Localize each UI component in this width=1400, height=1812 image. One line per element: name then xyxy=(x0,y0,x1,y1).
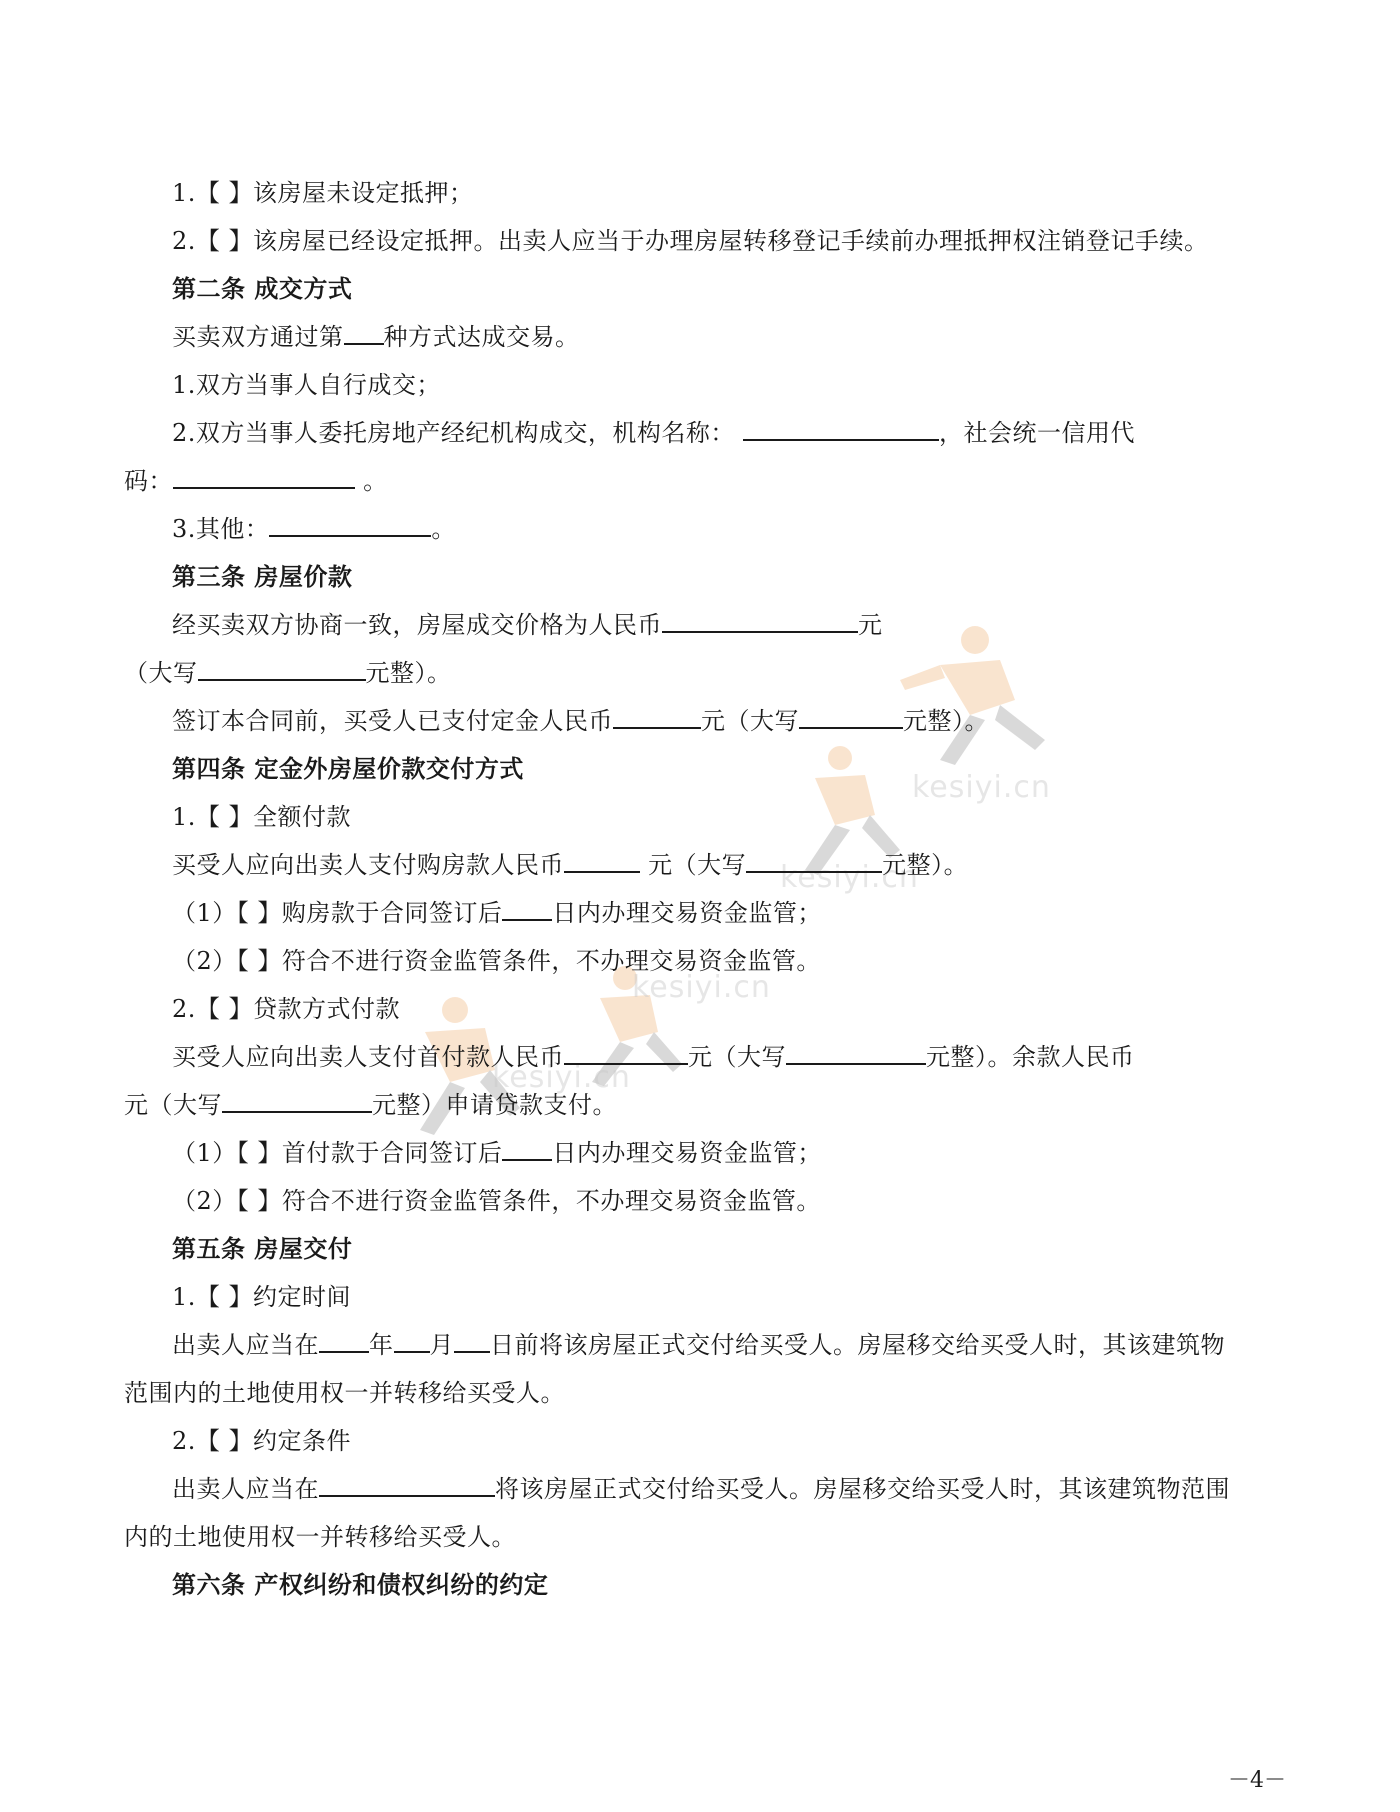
clause-line: （1）【 】购房款于合同签订后 日内办理交易资金监管； xyxy=(172,899,822,927)
blank-field[interactable] xyxy=(564,1041,688,1065)
blank-field[interactable] xyxy=(222,1089,372,1113)
blank-field[interactable] xyxy=(613,705,701,729)
clause-line: （2）【 】符合不进行资金监管条件，不办理交易资金监管。 xyxy=(172,947,821,975)
clause-line: 范围内的土地使用权一并转移给买受人。 xyxy=(124,1379,565,1407)
blank-field[interactable] xyxy=(319,1473,495,1497)
clause-line: 3.其他： 。 xyxy=(172,515,456,543)
blank-field[interactable] xyxy=(799,705,903,729)
clause-line: （1）【 】首付款于合同签订后 日内办理交易资金监管； xyxy=(172,1139,822,1167)
blank-field[interactable] xyxy=(743,417,939,441)
clause-line: 出卖人应当在 年 月 日前将该房屋正式交付给买受人。房屋移交给买受人时，其该建筑物 xyxy=(172,1331,1225,1359)
clause-line: 1.【 】全额付款 xyxy=(172,803,352,831)
clause-line: 出卖人应当在 将该房屋正式交付给买受人。房屋移交给买受人时，其该建筑物范围 xyxy=(172,1475,1230,1503)
section-heading: 第三条 房屋价款 xyxy=(172,563,353,591)
blank-field[interactable] xyxy=(564,849,640,873)
clause-line: 1.双方当事人自行成交； xyxy=(172,371,441,399)
clause-line: 1.【 】该房屋未设定抵押； xyxy=(172,179,474,207)
section-heading: 第四条 定金外房屋价款交付方式 xyxy=(172,755,524,783)
watermark-text-2: kesiyi.cn xyxy=(780,860,919,895)
blank-field[interactable] xyxy=(662,609,858,633)
blank-field[interactable] xyxy=(502,1137,552,1161)
clause-line: 2.【 】贷款方式付款 xyxy=(172,995,401,1023)
clause-line: （大写 元整）。 xyxy=(124,659,452,687)
clause-line: 1.【 】约定时间 xyxy=(172,1283,352,1311)
clause-line: 买卖双方通过第 种方式达成交易。 xyxy=(172,323,580,351)
blank-field[interactable] xyxy=(454,1329,490,1353)
section-heading: 第二条 成交方式 xyxy=(172,275,353,303)
clause-line: （2）【 】符合不进行资金监管条件，不办理交易资金监管。 xyxy=(172,1187,821,1215)
blank-field[interactable] xyxy=(319,1329,369,1353)
blank-field[interactable] xyxy=(344,321,384,345)
watermark-text: kesiyi.cn xyxy=(912,770,1051,805)
clause-line: 内的土地使用权一并转移给买受人。 xyxy=(124,1523,516,1551)
blank-field[interactable] xyxy=(746,849,882,873)
clause-line: 2.【 】该房屋已经设定抵押。出卖人应当于办理房屋转移登记手续前办理抵押权注销登记手续。 xyxy=(172,227,1209,255)
page-number: －4－ xyxy=(1228,1768,1286,1793)
blank-field[interactable] xyxy=(269,513,431,537)
blank-field[interactable] xyxy=(198,657,366,681)
section-heading: 第五条 房屋交付 xyxy=(172,1235,353,1263)
clause-line: 签订本合同前，买受人已支付定金人民币 元（大写 元整）。 xyxy=(172,707,989,735)
blank-field[interactable] xyxy=(786,1041,926,1065)
blank-field[interactable] xyxy=(502,897,552,921)
watermark-text-3: kesiyi.cn xyxy=(632,970,771,1005)
clause-line: 2.双方当事人委托房地产经纪机构成交，机构名称： ，社会统一信用代 xyxy=(172,419,1136,447)
clause-line: 经买卖双方协商一致，房屋成交价格为人民币 元 xyxy=(172,611,883,639)
clause-line: 买受人应向出卖人支付首付款人民币 元（大写 元整）。余款人民币 xyxy=(172,1043,1135,1071)
watermark-text-4: kesiyi.cn xyxy=(492,1060,631,1095)
clause-line: 买受人应向出卖人支付购房款人民币 元（大写 元整）。 xyxy=(172,851,969,879)
blank-field[interactable] xyxy=(394,1329,430,1353)
blank-field[interactable] xyxy=(173,465,355,489)
clause-line: 元（大写 元整）申请贷款支付。 xyxy=(124,1091,617,1119)
clause-line: 2.【 】约定条件 xyxy=(172,1427,352,1455)
clause-line: 码： 。 xyxy=(124,467,388,495)
section-heading: 第六条 产权纠纷和债权纠纷的约定 xyxy=(172,1571,549,1599)
